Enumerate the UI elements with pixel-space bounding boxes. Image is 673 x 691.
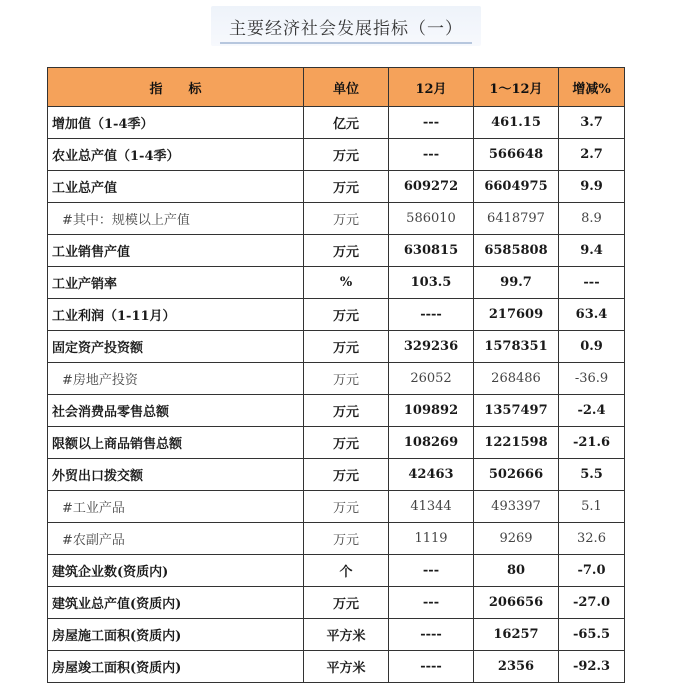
cell-unit: 平方米 [304,651,389,683]
cell-change-percent: -65.5 [559,619,625,651]
header-ytd: 1～12月 [474,68,559,107]
cell-unit: 个 [304,555,389,587]
cell-month-value: 609272 [389,171,474,203]
cell-month-value: 26052 [389,363,474,395]
cell-ytd-value: 99.7 [474,267,559,299]
cell-month-value: ---- [389,619,474,651]
cell-change-percent: 0.9 [559,331,625,363]
cell-indicator-name: 房屋竣工面积(资质内) [48,651,304,683]
title-banner [211,6,481,46]
table-row [48,139,625,171]
cell-ytd-value: 6604975 [474,171,559,203]
cell-unit: 万元 [304,363,389,395]
cell-ytd-value: 6585808 [474,235,559,267]
cell-month-value: --- [389,555,474,587]
table-row [48,235,625,267]
cell-month-value: 41344 [389,491,474,523]
indicator-table [47,67,625,683]
cell-indicator-name: #工业产品 [48,491,304,523]
cell-ytd-value: 566648 [474,139,559,171]
cell-unit: 万元 [304,171,389,203]
cell-indicator-name: 外贸出口拨交额 [48,459,304,491]
table-row [48,203,625,235]
cell-month-value: ---- [389,651,474,683]
cell-ytd-value: 206656 [474,587,559,619]
cell-change-percent: 5.1 [559,491,625,523]
cell-ytd-value: 80 [474,555,559,587]
cell-change-percent: 63.4 [559,299,625,331]
cell-month-value: 329236 [389,331,474,363]
table-row [48,523,625,555]
cell-ytd-value: 16257 [474,619,559,651]
cell-unit: 亿元 [304,107,389,139]
cell-change-percent: 8.9 [559,203,625,235]
cell-indicator-name: 工业总产值 [48,171,304,203]
table-row [48,459,625,491]
cell-ytd-value: 502666 [474,459,559,491]
cell-month-value: 630815 [389,235,474,267]
cell-change-percent: 9.4 [559,235,625,267]
table-row [48,555,625,587]
table-header-row [48,68,625,107]
cell-indicator-name: 建筑企业数(资质内) [48,555,304,587]
header-unit: 单位 [304,68,389,107]
cell-indicator-name: 社会消费品零售总额 [48,395,304,427]
cell-month-value: 108269 [389,427,474,459]
cell-month-value: 1119 [389,523,474,555]
cell-month-value: --- [389,107,474,139]
cell-unit: 万元 [304,427,389,459]
cell-ytd-value: 217609 [474,299,559,331]
cell-month-value: ---- [389,299,474,331]
cell-indicator-name: 固定资产投资额 [48,331,304,363]
cell-ytd-value: 1578351 [474,331,559,363]
cell-indicator-name: 工业利润（1-11月） [48,299,304,331]
cell-month-value: --- [389,587,474,619]
table-row [48,395,625,427]
cell-ytd-value: 2356 [474,651,559,683]
page-title: 主要经济社会发展指标（一） [229,19,463,39]
table-row [48,107,625,139]
cell-change-percent: --- [559,267,625,299]
title-underline [220,42,472,44]
cell-month-value: 103.5 [389,267,474,299]
cell-month-value: --- [389,139,474,171]
cell-change-percent: -21.6 [559,427,625,459]
cell-unit: 万元 [304,395,389,427]
cell-unit: % [304,267,389,299]
cell-unit: 万元 [304,459,389,491]
table-row [48,331,625,363]
table-row [48,171,625,203]
cell-change-percent: 2.7 [559,139,625,171]
cell-unit: 万元 [304,235,389,267]
cell-change-percent: 9.9 [559,171,625,203]
cell-month-value: 586010 [389,203,474,235]
header-month: 12月 [389,68,474,107]
cell-indicator-name: 房屋施工面积(资质内) [48,619,304,651]
table-body [48,107,625,683]
table-row [48,427,625,459]
cell-change-percent: -92.3 [559,651,625,683]
cell-indicator-name: #房地产投资 [48,363,304,395]
table-row [48,587,625,619]
cell-indicator-name: #农副产品 [48,523,304,555]
cell-indicator-name: 限额以上商品销售总额 [48,427,304,459]
header-change: 增减% [559,68,625,107]
cell-indicator-name: 农业总产值（1-4季） [48,139,304,171]
table-row [48,363,625,395]
cell-indicator-name: 增加值（1-4季） [48,107,304,139]
cell-ytd-value: 1221598 [474,427,559,459]
cell-unit: 万元 [304,139,389,171]
cell-indicator-name: #其中：规模以上产值 [48,203,304,235]
cell-month-value: 42463 [389,459,474,491]
cell-month-value: 109892 [389,395,474,427]
cell-change-percent: 32.6 [559,523,625,555]
table-row [48,267,625,299]
cell-ytd-value: 9269 [474,523,559,555]
cell-ytd-value: 6418797 [474,203,559,235]
header-indicator: 指 标 [48,68,304,107]
table-row [48,491,625,523]
table-row [48,651,625,683]
cell-change-percent: -7.0 [559,555,625,587]
cell-change-percent: 3.7 [559,107,625,139]
table-row [48,619,625,651]
cell-ytd-value: 493397 [474,491,559,523]
cell-unit: 万元 [304,203,389,235]
cell-ytd-value: 461.15 [474,107,559,139]
cell-unit: 万元 [304,523,389,555]
cell-indicator-name: 工业销售产值 [48,235,304,267]
cell-ytd-value: 1357497 [474,395,559,427]
cell-change-percent: -27.0 [559,587,625,619]
cell-unit: 万元 [304,587,389,619]
cell-change-percent: -2.4 [559,395,625,427]
cell-indicator-name: 工业产销率 [48,267,304,299]
cell-unit: 万元 [304,299,389,331]
cell-indicator-name: 建筑业总产值(资质内) [48,587,304,619]
cell-ytd-value: 268486 [474,363,559,395]
cell-change-percent: -36.9 [559,363,625,395]
table-row [48,299,625,331]
cell-unit: 万元 [304,331,389,363]
cell-unit: 平方米 [304,619,389,651]
cell-unit: 万元 [304,491,389,523]
cell-change-percent: 5.5 [559,459,625,491]
